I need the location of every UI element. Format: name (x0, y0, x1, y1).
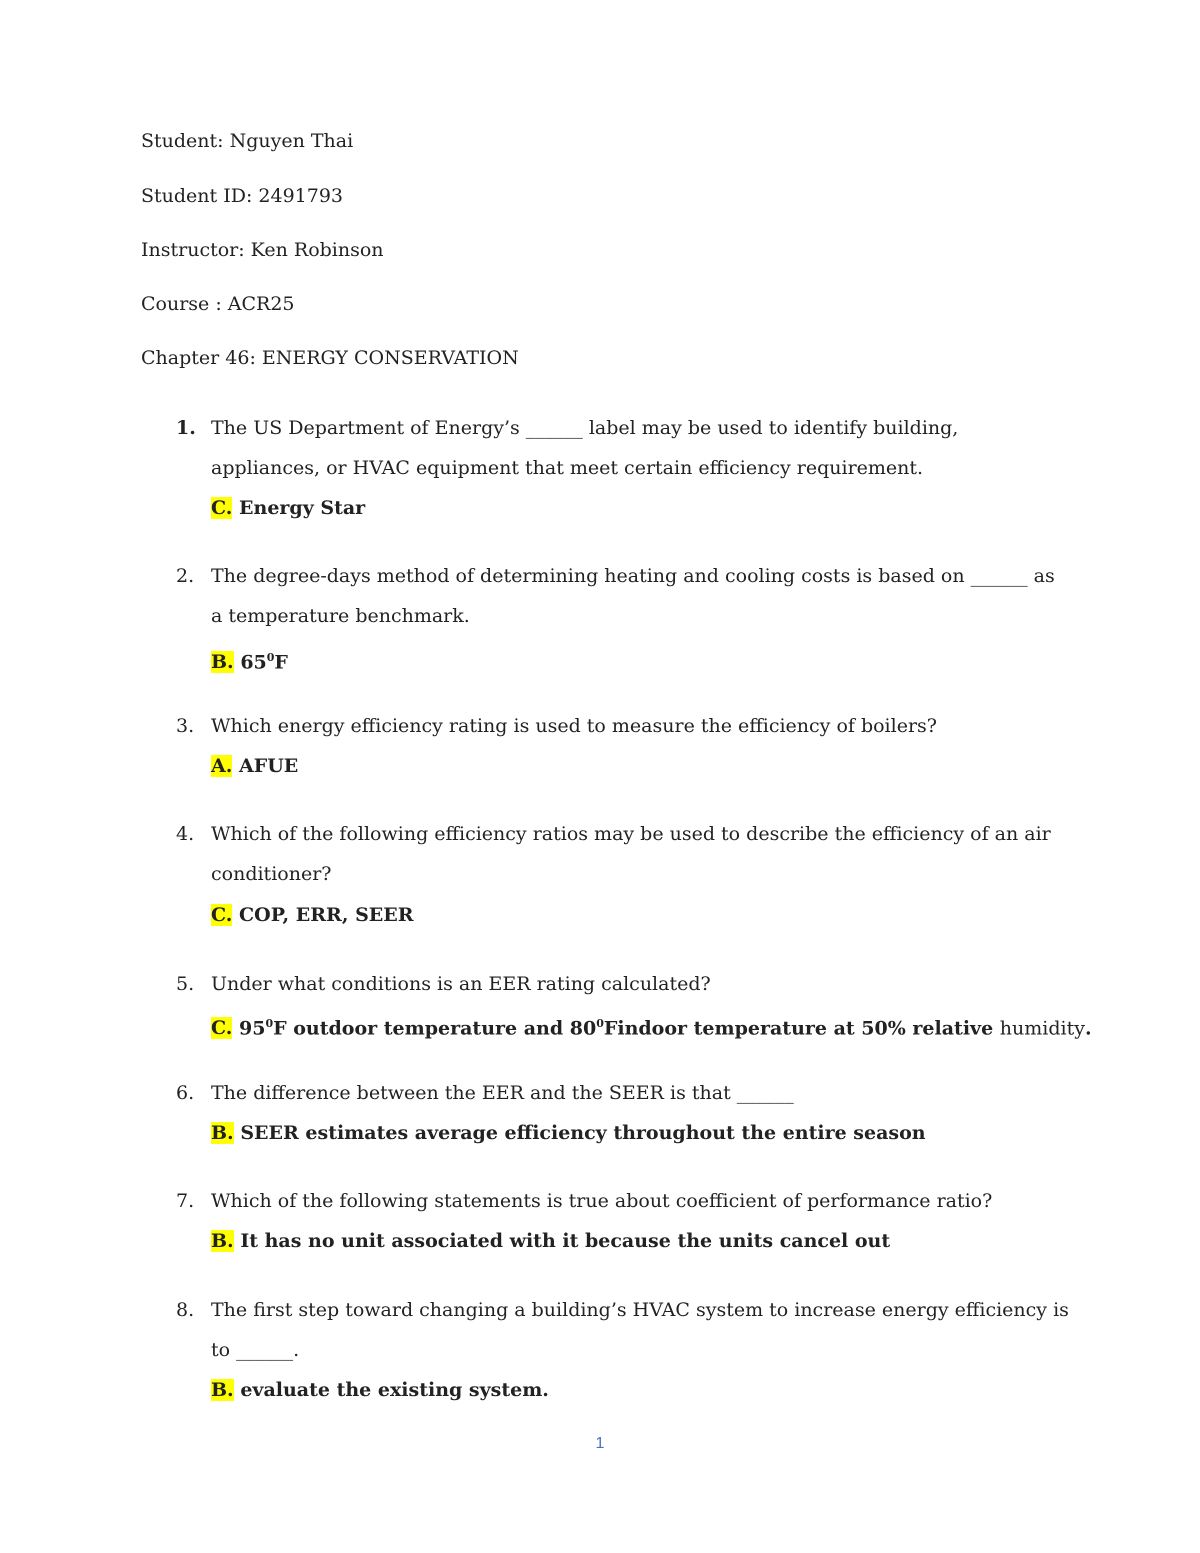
answer (211, 1121, 926, 1145)
question-number: 1. (176, 417, 196, 439)
answer (211, 903, 414, 927)
question-number: 8. (176, 1299, 195, 1321)
question-text: Under what conditions is an EER rating calculated? (211, 973, 711, 995)
answer-text: Energy Star (239, 497, 366, 519)
answer-letter: C. (211, 1017, 233, 1040)
answer-letter: B. (211, 651, 234, 674)
answer-letter: B. (211, 1230, 234, 1252)
question-number: 3. (176, 715, 195, 737)
answer-text: SEER estimates average efficiency throughout the entire season (240, 1122, 926, 1144)
answer-text: humidity (999, 1017, 1085, 1040)
question-text: The US Department of Energy’s ______ label may be used to identify building, appliances, or HVAC equipment that meet certain efficiency requirement. (211, 417, 959, 479)
question-number: 7. (176, 1190, 195, 1212)
answer-letter: C. (211, 497, 233, 519)
question-number: 2. (176, 565, 195, 587)
course: Course : ACR25 (141, 293, 295, 315)
degree-superscript: 0 (265, 1017, 274, 1030)
instructor: Instructor: Ken Robinson (141, 239, 384, 261)
answer (211, 754, 298, 778)
answer (211, 1378, 549, 1402)
page-number: 1 (595, 1435, 605, 1452)
degree-superscript: 0 (596, 1017, 604, 1030)
answer-text: COP, ERR, SEER (239, 904, 414, 926)
question-number: 4. (176, 823, 195, 845)
answer-text: . (1084, 1017, 1092, 1040)
answer (211, 646, 288, 674)
chapter-title: Chapter 46: ENERGY CONSERVATION (141, 347, 519, 369)
question-text: The difference between the EER and the SEER is that ______ (211, 1082, 794, 1104)
student-name: Student: Nguyen Thai (141, 130, 354, 152)
answer-letter: B. (211, 1379, 234, 1401)
answer-letter: C. (211, 904, 233, 926)
answer-letter: B. (211, 1122, 234, 1144)
answer-text: F outdoor temperature and 80 (273, 1017, 597, 1040)
question-number: 6. (176, 1082, 195, 1104)
answer-text: Findoor temperature at 50% relative (603, 1017, 994, 1040)
question-text: Which of the following statements is true about coefficient of performance ratio? (211, 1190, 993, 1212)
student-id: Student ID: 2491793 (141, 185, 344, 207)
answer (211, 1012, 1092, 1040)
question-text: The degree-days method of determining heating and cooling costs is based on ______ as a temperature benchmark. (211, 565, 1055, 627)
question-text: Which energy efficiency rating is used to measure the efficiency of boilers? (211, 715, 937, 737)
answer-text: evaluate the existing system. (240, 1379, 549, 1401)
answer-letter: A. (211, 755, 233, 777)
question-text: The first step toward changing a building’s HVAC system to increase energy efficiency is to ______. (211, 1299, 1069, 1361)
answer (211, 1229, 890, 1253)
answer-text: 65 (240, 651, 267, 674)
answer (211, 496, 365, 520)
answer-text: It has no unit associated with it because the units cancel out (240, 1230, 891, 1252)
answer-unit: F (274, 651, 288, 674)
answer-text: AFUE (238, 755, 299, 777)
answer-text: 95 (239, 1017, 266, 1040)
question-number: 5. (176, 973, 195, 995)
degree-superscript: 0 (266, 651, 275, 664)
question-text: Which of the following efficiency ratios may be used to describe the efficiency of an air conditioner? (211, 823, 1051, 885)
